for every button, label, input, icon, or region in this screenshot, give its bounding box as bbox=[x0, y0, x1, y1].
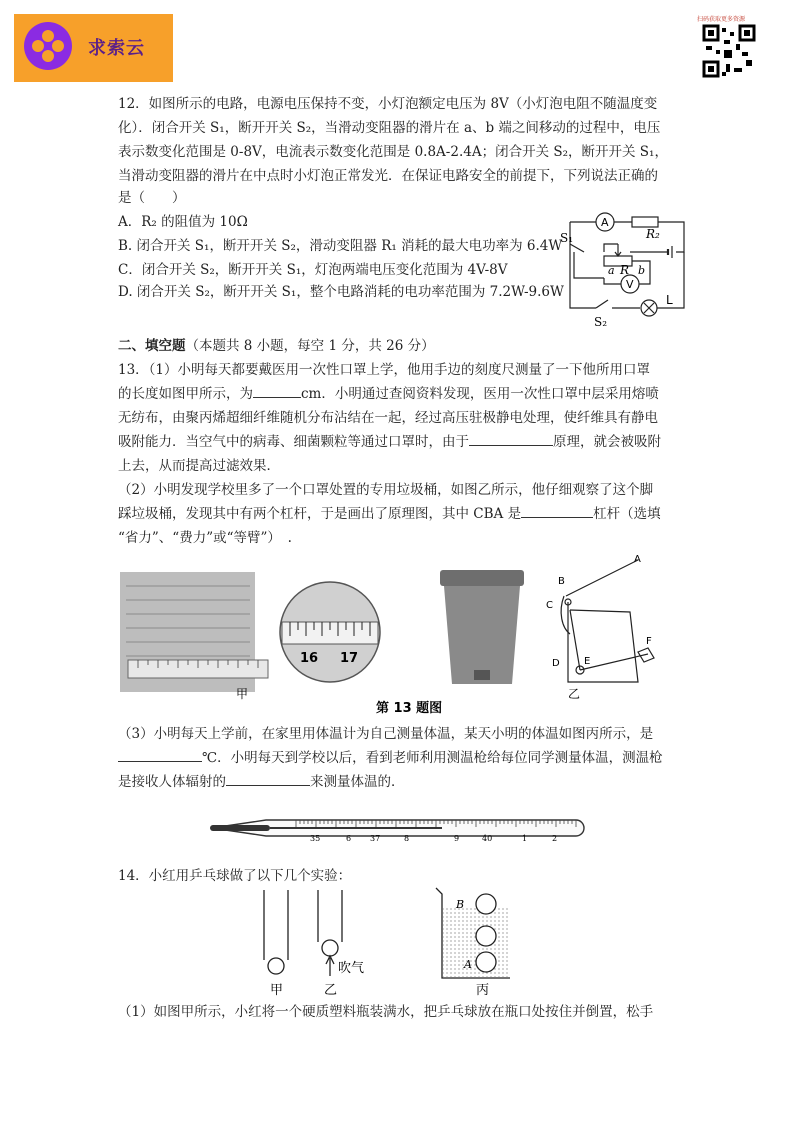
q14-intro: 14．小红用乒乓球做了以下几个实验： bbox=[118, 868, 352, 884]
q13-p2-line-3: “省力”、“费力”或“等臂”） . bbox=[118, 530, 292, 546]
q13-text: 吸附能力．当空气中的病毒、细菌颗粒等通过口罩时，由于 bbox=[118, 434, 469, 450]
lever-point-e: E bbox=[584, 656, 591, 667]
thermo-tick-label: 1 bbox=[522, 834, 528, 843]
q13-text: ℃．小明每天到学校以后，看到老师利用测温枪给每位同学测量体温，测温枪 bbox=[202, 750, 663, 766]
fig-label-bing: 丙 bbox=[476, 983, 490, 998]
answer-blank[interactable] bbox=[469, 430, 553, 446]
q13-text: 来测量体温的． bbox=[310, 774, 405, 790]
q14-figure bbox=[250, 884, 510, 1000]
lever-point-f: F bbox=[646, 636, 652, 647]
ball-b-label: B bbox=[456, 898, 465, 911]
q13-p1-line-1: 13．（1）小明每天都要戴医用一次性口罩上学，他用手边的刻度尺测量了一下他所用口罩 bbox=[118, 362, 651, 378]
q13-text: cm．小明通过查阅资料发现，医用一次性口罩中层采用熔喷 bbox=[301, 386, 659, 402]
ball-a-label: A bbox=[464, 958, 472, 971]
thermo-tick-label: 6 bbox=[346, 834, 352, 843]
q12-line-2: 化）．闭合开关 S₁，断开开关 S₂，当滑动变阻器的滑片在 a、b 端之间移动的过程中，电压 bbox=[118, 120, 661, 136]
section-note: （本题共 8 小题，每空 1 分，共 26 分） bbox=[185, 338, 435, 354]
q13-p3-line-1: （3）小明每天上学前，在家里用体温计为自己测量体温，某天小明的体温如图丙所示，是 bbox=[118, 726, 654, 742]
answer-blank[interactable] bbox=[118, 746, 202, 762]
q13-text: 是接收人体辐射的 bbox=[118, 774, 226, 790]
thermo-tick-label: 37 bbox=[370, 834, 381, 843]
fig-label-jia: 甲 bbox=[270, 983, 284, 998]
q12-line-4: 当滑动变阻器的滑片在中点时小灯泡正常发光．在保证电路安全的前提下，下列说法正确的 bbox=[118, 168, 658, 184]
q12-line-3: 表示数变化范围是 0-8V，电流表示数变化范围是 0.8A-2.4A；闭合开关 S₂，断开开关 S₁， bbox=[118, 144, 668, 160]
logo-text: 求索云 bbox=[88, 38, 145, 59]
fig-label-yi: 乙 bbox=[324, 983, 338, 998]
rheostat-b-label: b bbox=[638, 264, 646, 277]
q13-p1-line-4 bbox=[118, 430, 678, 454]
logo-icon bbox=[24, 22, 72, 70]
q13-text: 的长度如图甲所示，为 bbox=[118, 386, 253, 402]
q13-p3-line-3 bbox=[118, 770, 678, 794]
q12-line-1: 12．如图所示的电路，电源电压保持不变，小灯泡额定电压为 8V（小灯泡电阻不随温度变 bbox=[118, 96, 658, 112]
thermo-tick-label: 40 bbox=[482, 834, 493, 843]
fig-caption: 第 13 题图 bbox=[376, 701, 443, 716]
s2-label: S₂ bbox=[594, 315, 608, 328]
fig-label-jia: 甲 bbox=[236, 687, 249, 701]
lever-point-c: C bbox=[546, 600, 553, 611]
q12-line-5: 是（ ） bbox=[118, 190, 186, 206]
thermometer bbox=[206, 810, 590, 846]
answer-blank[interactable] bbox=[226, 770, 310, 786]
r2-label: R₂ bbox=[646, 227, 660, 241]
q13-p2-line-1: （2）小明发现学校里多了一个口罩处置的专用垃圾桶，如图乙所示，他仔细观察了这个脚 bbox=[118, 482, 654, 498]
q13-figure bbox=[118, 552, 678, 718]
lever-point-d: D bbox=[552, 658, 560, 669]
q13-text: 杠杆（选填 bbox=[593, 506, 661, 522]
voltmeter-label: V bbox=[626, 278, 634, 291]
q12-option-a: A．R₂ 的阻值为 10Ω bbox=[118, 214, 248, 230]
q12-option-b: B. 闭合开关 S₁，断开开关 S₂，滑动变阻器 R₁ 消耗的最大电功率为 6.4W bbox=[118, 238, 563, 254]
thermo-tick-label: 2 bbox=[552, 834, 558, 843]
q14-p1: （1）如图甲所示，小红将一个硬质塑料瓶装满水，把乒乓球放在瓶口处按住并倒置，松手 bbox=[118, 1004, 654, 1020]
rheostat-r-label: R bbox=[620, 263, 630, 277]
lamp-label: L bbox=[666, 293, 673, 307]
q12-option-c: C．闭合开关 S₂，断开开关 S₁，灯泡两端电压变化范围为 4V-8V bbox=[118, 262, 508, 278]
s1-label: S₁ bbox=[560, 231, 574, 245]
q13-p1-line-3: 无纺布，由聚丙烯超细纤维随机分布沾结在一起，经过高压驻极静电处理，使纤维具有静电 bbox=[118, 410, 658, 426]
thermo-tick-label: 8 bbox=[404, 834, 410, 843]
qr-label: 扫码获取更多资源 bbox=[697, 16, 746, 23]
section-title: 二、填空题 bbox=[118, 338, 186, 354]
ruler-tick-16: 16 bbox=[300, 651, 319, 666]
q13-p1-line-5: 上去，从而提高过滤效果． bbox=[118, 458, 280, 474]
fig-label-yi: 乙 bbox=[568, 687, 581, 701]
lever-point-b: B bbox=[558, 576, 565, 587]
q13-p1-line-2 bbox=[118, 382, 678, 406]
answer-blank[interactable] bbox=[521, 502, 593, 518]
thermo-tick-label: 9 bbox=[454, 834, 460, 843]
lever-point-a: A bbox=[634, 554, 641, 565]
rheostat-a-label: a bbox=[608, 264, 615, 277]
q13-text: 踩垃圾桶，发现其中有两个杠杆，于是画出了原理图，其中 CBA 是 bbox=[118, 506, 522, 522]
section-heading bbox=[118, 334, 678, 358]
qr-code-icon bbox=[702, 16, 756, 76]
ruler-tick-17: 17 bbox=[340, 651, 359, 666]
thermo-tick-label: 35 bbox=[310, 834, 321, 843]
q13-p3-line-2 bbox=[118, 746, 678, 770]
blow-label: 吹气 bbox=[338, 961, 365, 976]
q13-p2-line-2 bbox=[118, 502, 678, 526]
q12-option-d: D. 闭合开关 S₂，断开开关 S₁，整个电路消耗的电功率范围为 7.2W-9.6W bbox=[118, 284, 564, 300]
answer-blank[interactable] bbox=[253, 382, 301, 398]
ammeter-label: A bbox=[601, 216, 609, 229]
q13-text: 原理，就会被吸附 bbox=[553, 434, 661, 450]
circuit-diagram bbox=[560, 208, 700, 328]
